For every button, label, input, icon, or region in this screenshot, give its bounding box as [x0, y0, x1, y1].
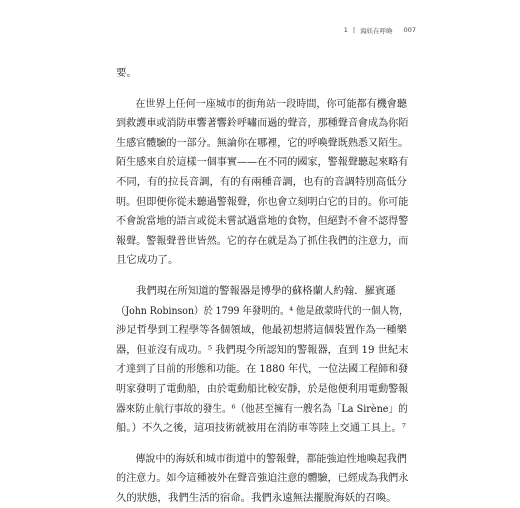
- text-line: 要。: [116, 67, 137, 79]
- text-line: 我們現在所知道的警報器是博學的蘇格蘭人約翰．羅賓遜: [136, 284, 396, 297]
- paragraph: [116, 64, 408, 84]
- text-line: 在世界上任何一座城市的街角站一段時間，你可能都有機會聽: [135, 97, 407, 110]
- text-line: 涉足哲學到工程學等各個領域，他最初想將這個裝置作為一種樂: [116, 324, 407, 337]
- text-line: 不會說當地的語言或從未嘗試過當地的食物，但絕對不會不認得警: [116, 215, 409, 228]
- header-separator: |: [352, 26, 356, 34]
- text-line: 生感官體驗的一部分。無論你在哪裡，它的呼喚聲既熟悉又陌生。: [116, 136, 409, 149]
- paragraph: [116, 95, 408, 271]
- text-line: 久的狀態，我們生活的宿命。我們永遠無法擺脫海妖的召喚。: [116, 491, 397, 504]
- text-line: 且它成功了。: [116, 254, 179, 267]
- text-line: 明。但即便你從未聽過警報聲，你也會立刻明白它的目的。你可能: [116, 195, 409, 208]
- text-line: 傳說中的海妖和城市街道中的警報聲，都能強迫性地喚起我們: [135, 452, 407, 465]
- section-title: 海妖在呼喚: [360, 27, 393, 35]
- paragraph: [116, 282, 408, 439]
- text-line: 報聲。警報聲普世皆然。它的存在就是為了抓住我們的注意力，而: [116, 234, 409, 247]
- running-header: [344, 26, 416, 35]
- text-line: 才達到了目前的形態和功能。在 1880 年代，一位法國工程師和發: [116, 363, 409, 376]
- text-line: 器來防止航行事故的發生。⁶（他甚至擁有一艘名為「La Sirène」的: [116, 402, 408, 415]
- page-number: 007: [403, 26, 416, 34]
- page-body: [116, 64, 408, 508]
- text-line: 器，但並沒有成功。⁵ 我們現今所認知的警報器，直到 19 世紀末: [116, 343, 409, 356]
- text-line: 到救護車或消防車響著響鈴呼嘯而過的聲音，那種聲音會成為你陌: [116, 117, 409, 130]
- text-line: 船。）不久之後，這項技術就被用在消防車等陸上交通工具上。⁷: [116, 422, 406, 435]
- text-line: 的注意力。如今這種被外在聲音強迫注意的體驗，已經成為我們永: [116, 472, 409, 485]
- section-number: 1: [343, 26, 348, 34]
- text-line: 陌生感來自於這樣一個事實——在不同的國家，警報聲聽起來略有: [116, 156, 409, 169]
- text-line: （John Robinson）於 1799 年發明的。⁴ 他是啟蒙時代的一個人物，: [116, 304, 409, 317]
- paragraph: [116, 450, 408, 508]
- text-line: 明家發明了電動船，由於電動船比較安靜，於是他便利用電動警報: [116, 382, 409, 395]
- text-line: 不同，有的拉長音調，有的有兩種音調，也有的音調特別高低分: [116, 175, 407, 188]
